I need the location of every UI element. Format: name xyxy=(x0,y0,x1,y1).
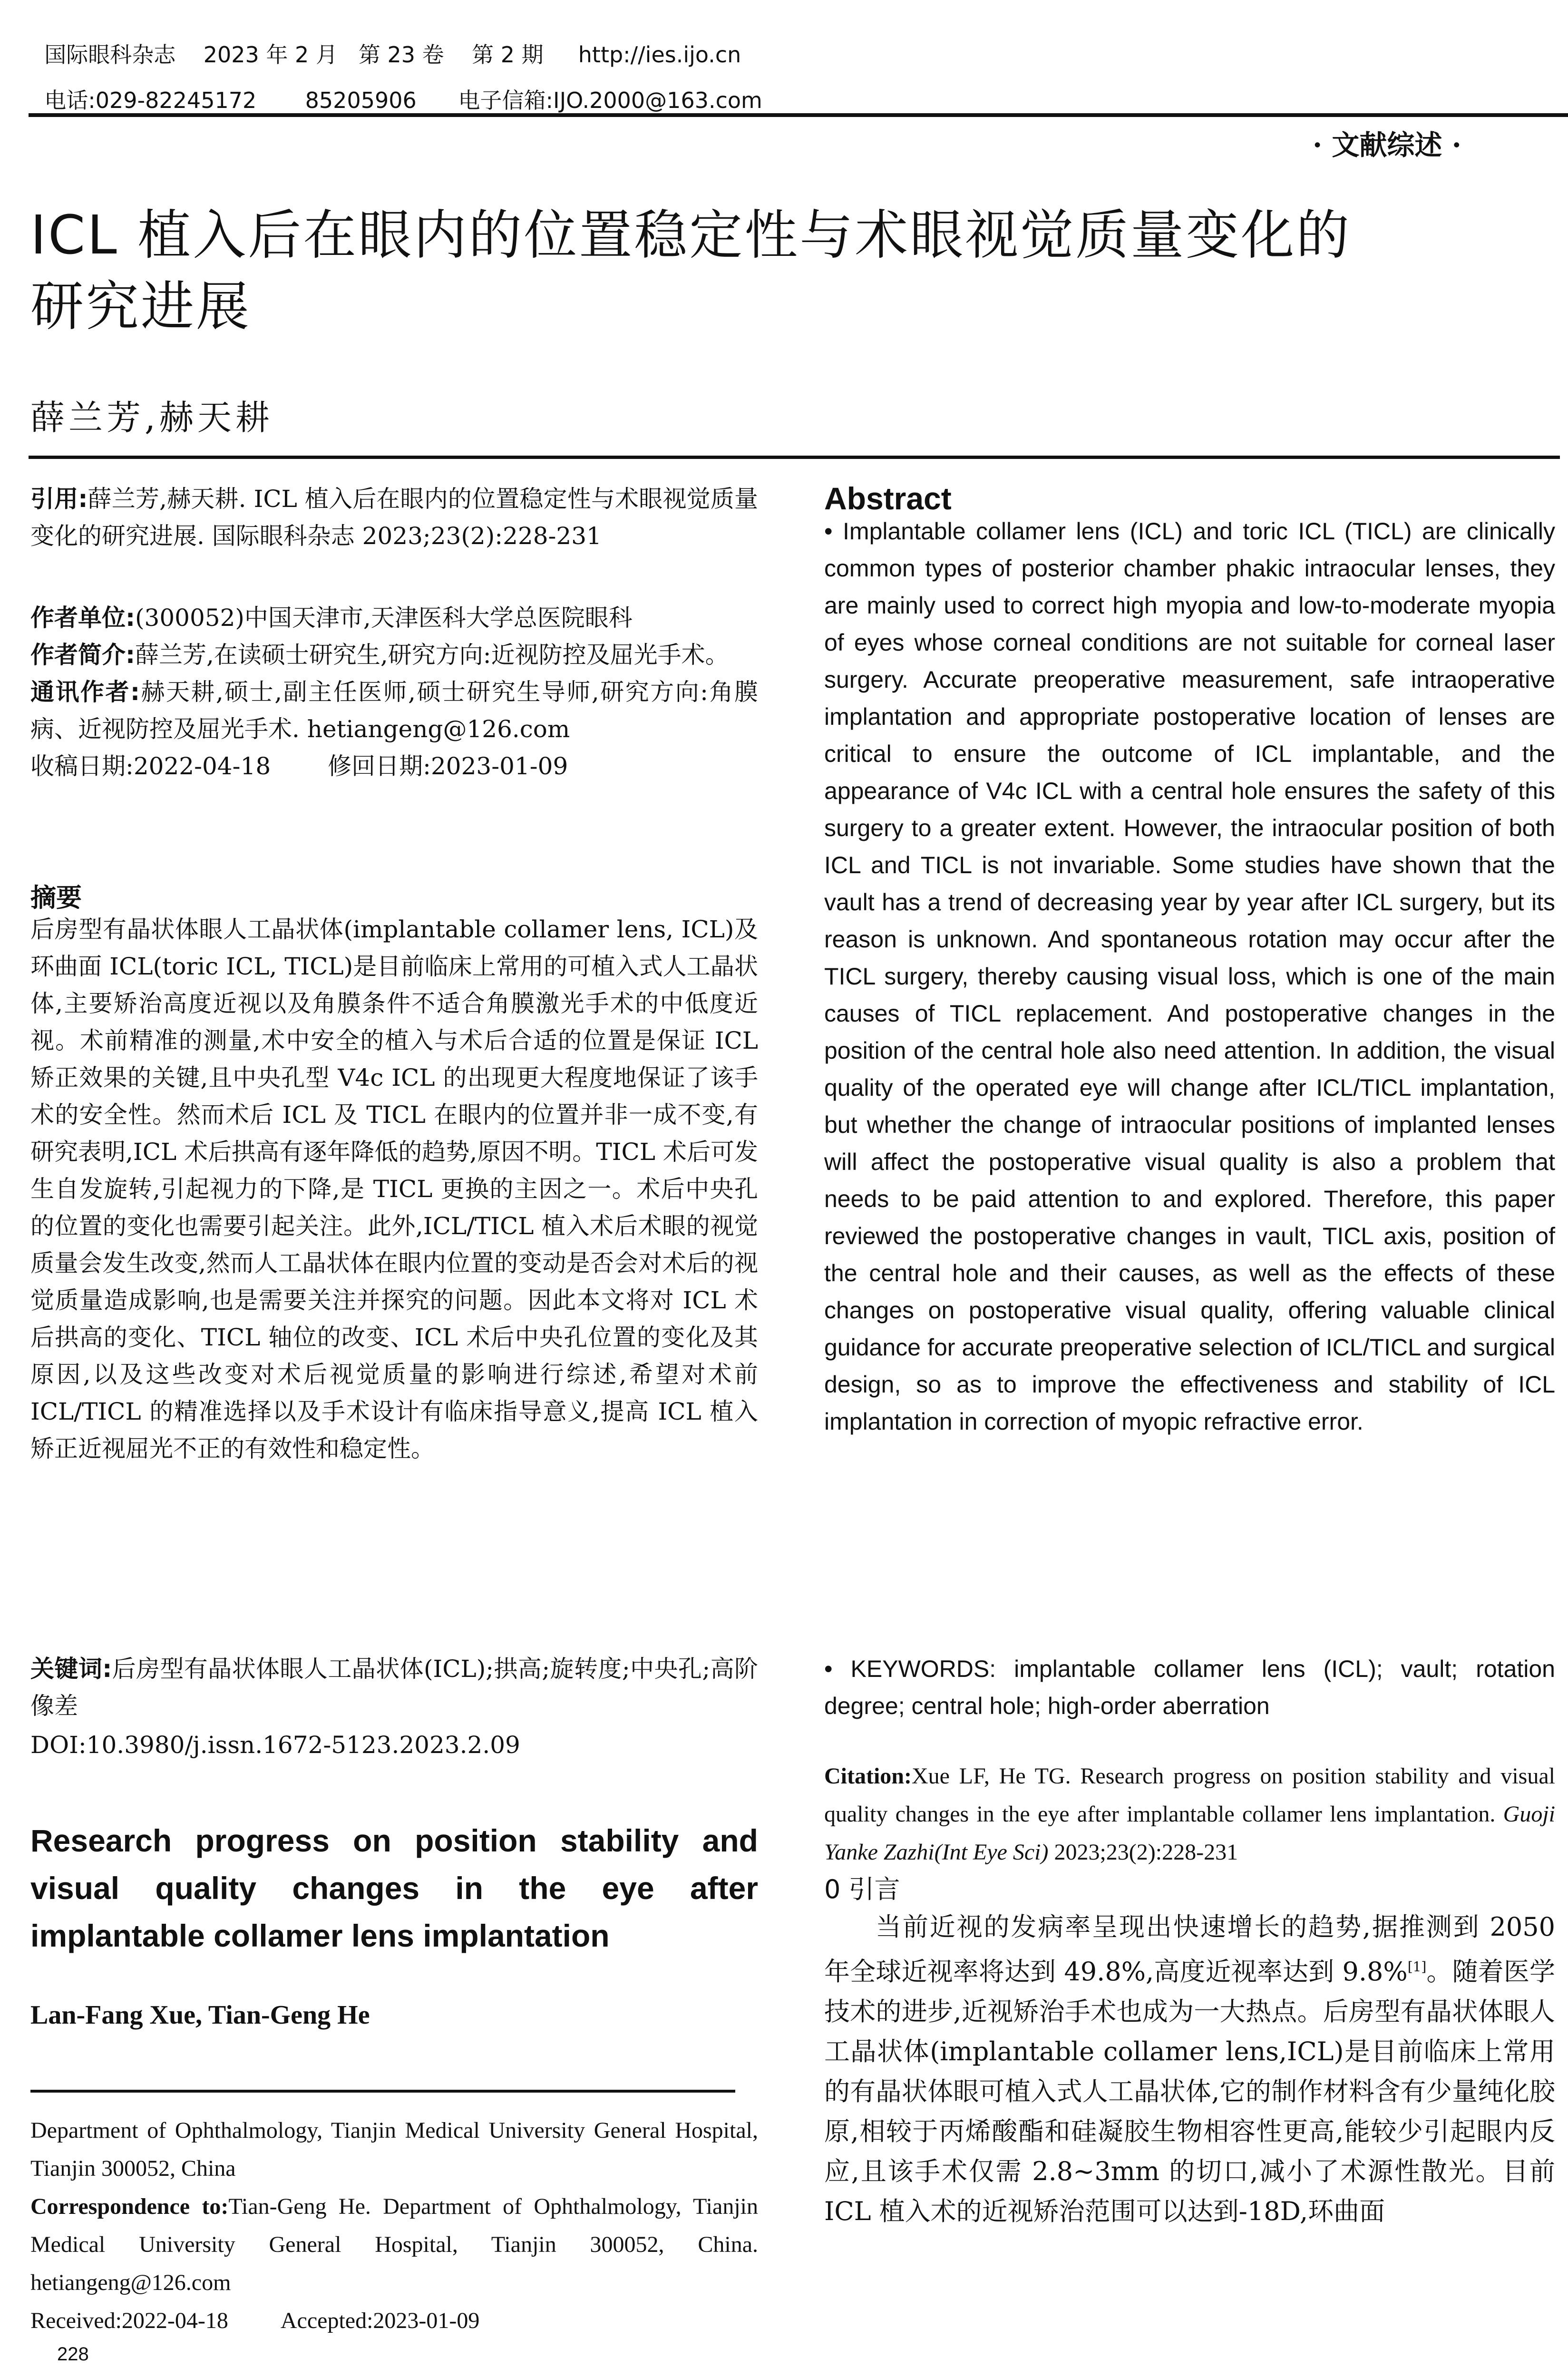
keywords-cn xyxy=(30,1650,758,1724)
reference-link[interactable]: [1] xyxy=(1407,1959,1427,1975)
title-line-1: ICL 植入后在眼内的位置稳定性与术眼视觉质量变化的 xyxy=(30,205,1352,266)
phone-number-2: 85205906 xyxy=(305,88,417,113)
page-title xyxy=(30,200,1568,342)
doi[interactable]: DOI:10.3980/j.issn.1672-5123.2023.2.09 xyxy=(30,1731,520,1759)
issue-date: 2023 年 2 月 xyxy=(203,42,338,68)
intro-text-b: 。随着医学技术的进步,近视矫治手术也成为一大热点。后房型有晶状体眼人工晶状体(implantable collamer lens,ICL)是目前临床上常用的有晶状体眼可植入式人工晶状体,它的制作材料含有少量纯化胶原,相较于丙烯酸酯和硅凝胶生物相容性更高,能较少引起眼内反应,且该手术仅需 2.8~3mm 的切口,减小了术源性散光。目前 ICL 植入术的近视矫治范围可以达到-18D,环曲面 xyxy=(824,1957,1556,2226)
english-corr-text: Tian-Geng He. Department of Ophthalmology, Tianjin Medical University General Hospital, Tianjin 300052, China. hetiangeng@126.com xyxy=(30,2194,758,2295)
bio-cn xyxy=(30,636,758,673)
abstract-text-cn: 后房型有晶状体眼人工晶状体(implantable collamer lens, ICL)及环曲面 ICL(toric ICL, TICL)是目前临床上常用的可植入式人工晶状体,主要矫治高度近视以及角膜条件不适合角膜激光手术的中低度近视。术前精准的测量,术中安全的植入与术后合适的位置是保证 ICL 矫正效果的关键,且中央孔型 V4c ICL 的出现更大程度地保证了该手术的安全性。然而术后 ICL 及 TICL 在眼内的位置并非一成不变,有研究表明,ICL 术后拱高有逐年降低的趋势,原因不明。TICL 术后可发生自发旋转,引起视力的下降,是 TICL 更换的主因之一。术后中央孔的位置的变化也需要引起关注。此外,ICL/TICL 植入术后术眼的视觉质量会发生改变,然而人工晶状体在眼内位置的变动是否会对术后的视觉质量造成影响,也是需要关注并探究的问题。因此本文将对 ICL 术后拱高的变化、TICL 轴位的改变、ICL 术后中央孔位置的变化及其原因,以及这些改变对术后视觉质量的影响进行综述,希望对术前 ICL/TICL 的精准选择以及手术设计有临床指导意义,提高 ICL 植入矫正近视屈光不正的有效性和稳定性。 xyxy=(30,916,758,1462)
header-rule xyxy=(29,113,1568,117)
abstract-heading-cn: 摘要 xyxy=(30,883,82,913)
section-tag: · 文献综述 · xyxy=(1313,129,1461,161)
intro-paragraph xyxy=(824,1907,1555,2231)
abstract-text-en: • Implantable collamer lens (ICL) and toric ICL (TICL) are clinically common types of posterior chamber phakic intraocular lenses, they are mainly used to correct high myopia and low-to-moderate myopia of eyes whose corneal conditions are not suitable for corneal laser surgery. Accurate preoperative measurement, safe intraoperative implantation and appropriate postoperative location of lenses are critical to ensure the outcome of ICL implantable, and the appearance of V4c ICL with a central hole ensures the safety of this surgery to a greater extent. However, the intraocular position of both ICL and TICL is not invariable. Some studies have shown that the vault has a trend of decreasing year by year after ICL surgery, but its reason is unknown. And spontaneous rotation may occur after the TICL surgery, thereby causing visual loss, which is one of the main causes of TICL replacement. And postoperative changes in the position of the central hole also need attention. In addition, the visual quality of the operated eye will change after ICL/TICL implantation, but whether the change of intraocular positions of implanted lenses will affect the postoperative visual quality is also a problem that needs to be paid attention to and explored. Therefore, this paper reviewed the postoperative changes in vault, TICL axis, position of the central hole and their causes, as well as the effects of these changes on postoperative visual quality, offering valuable clinical guidance for accurate preoperative selection of ICL/TICL and surgical design, so as to improve the effectiveness and stability of ICL implantation in correction of myopic refractive error. xyxy=(824,518,1555,1435)
corr-text: 赫天耕,硕士,副主任医师,硕士研究生导师,研究方向:角膜病、近视防控及屈光手术. hetiangeng@126.com xyxy=(30,678,759,743)
revised-date: 2023-01-09 xyxy=(431,752,568,780)
english-correspondence xyxy=(30,2188,758,2302)
authors-rule xyxy=(29,456,1560,459)
volume: 第 23 卷 xyxy=(358,42,444,68)
journal-website-link[interactable]: http://ies.ijo.cn xyxy=(578,42,741,68)
citation-en xyxy=(824,1757,1555,1871)
email-label: 电子信箱: xyxy=(458,88,554,113)
corr-label: 通讯作者: xyxy=(30,678,140,706)
citation-text: 薛兰芳,赫天耕. ICL 植入后在眼内的位置稳定性与术眼视觉质量变化的研究进展. 国际眼科杂志 2023;23(2):228-231 xyxy=(30,485,758,550)
received-label: 收稿日期: xyxy=(30,752,134,780)
citation-pages: 2023;23(2):228-231 xyxy=(1048,1840,1238,1865)
title-line-2: 研究进展 xyxy=(30,276,251,338)
bio-label: 作者简介: xyxy=(30,641,135,669)
abstract-title-en: Abstract xyxy=(824,481,952,516)
english-authors: Lan-Fang Xue, Tian-Geng He xyxy=(30,2000,370,2030)
english-dates xyxy=(30,2302,758,2340)
affiliation-text: (300052)中国天津市,天津医科大学总医院眼科 xyxy=(135,604,633,632)
journal-email-link[interactable]: IJO.2000@163.com xyxy=(553,88,762,113)
page-number: 228 xyxy=(57,2344,89,2365)
english-accepted: Accepted:2023-01-09 xyxy=(280,2308,480,2333)
phone-number: 029-82245172 xyxy=(95,88,257,113)
english-received: Received:2022-04-18 xyxy=(30,2308,228,2333)
citation-label: 引用: xyxy=(30,485,88,513)
corresponding-author-cn xyxy=(30,673,758,748)
english-corr-label: Correspondence to: xyxy=(30,2194,229,2219)
authors-cn: 薛兰芳,赫天耕 xyxy=(30,398,273,438)
phone-label: 电话: xyxy=(44,88,96,113)
citation-en-label: Citation: xyxy=(824,1763,912,1789)
intro-text-a: 当前近视的发病率呈现出快速增长的趋势,据推测到 2050 年全球近视率将达到 49.8%,高度近视率达到 9.8% xyxy=(824,1912,1555,1987)
bio-text: 薛兰芳,在读硕士研究生,研究方向:近视防控及屈光手术。 xyxy=(135,641,729,669)
journal-name: 国际眼科杂志 xyxy=(44,42,176,68)
intro-heading: 0 引言 xyxy=(824,1874,900,1904)
author-info-block xyxy=(30,599,758,785)
affiliation-label: 作者单位: xyxy=(30,604,135,632)
revised-label: 修回日期: xyxy=(328,752,431,780)
journal-header-line2 xyxy=(30,56,762,115)
received-date: 2022-04-18 xyxy=(133,752,271,780)
citation-en-text: Xue LF, He TG. Research progress on position stability and visual quality changes in the eye after implantable collamer lens implantation. xyxy=(824,1763,1555,1827)
citation-journal: Guoji Yanke Zazhi(Int Eye Sci) xyxy=(824,1802,1555,1865)
dates-cn xyxy=(30,748,758,785)
keywords-text: 后房型有晶状体眼人工晶状体(ICL);拱高;旋转度;中央孔;高阶像差 xyxy=(30,1655,758,1720)
issue: 第 2 期 xyxy=(472,42,544,68)
english-title: Research progress on position stability and visual quality changes in the eye after implantable collamer lens implantation xyxy=(30,1823,758,1953)
english-affiliation: Department of Ophthalmology, Tianjin Medical University General Hospital, Tianjin 300052, China xyxy=(30,2118,758,2181)
english-authors-rule xyxy=(30,2090,735,2093)
citation-cn xyxy=(30,480,758,555)
affiliation-cn xyxy=(30,599,758,636)
keywords-en: • KEYWORDS: implantable collamer lens (ICL); vault; rotation degree; central hole; high-order aberration xyxy=(824,1656,1555,1719)
keywords-label: 关键词: xyxy=(30,1655,112,1683)
